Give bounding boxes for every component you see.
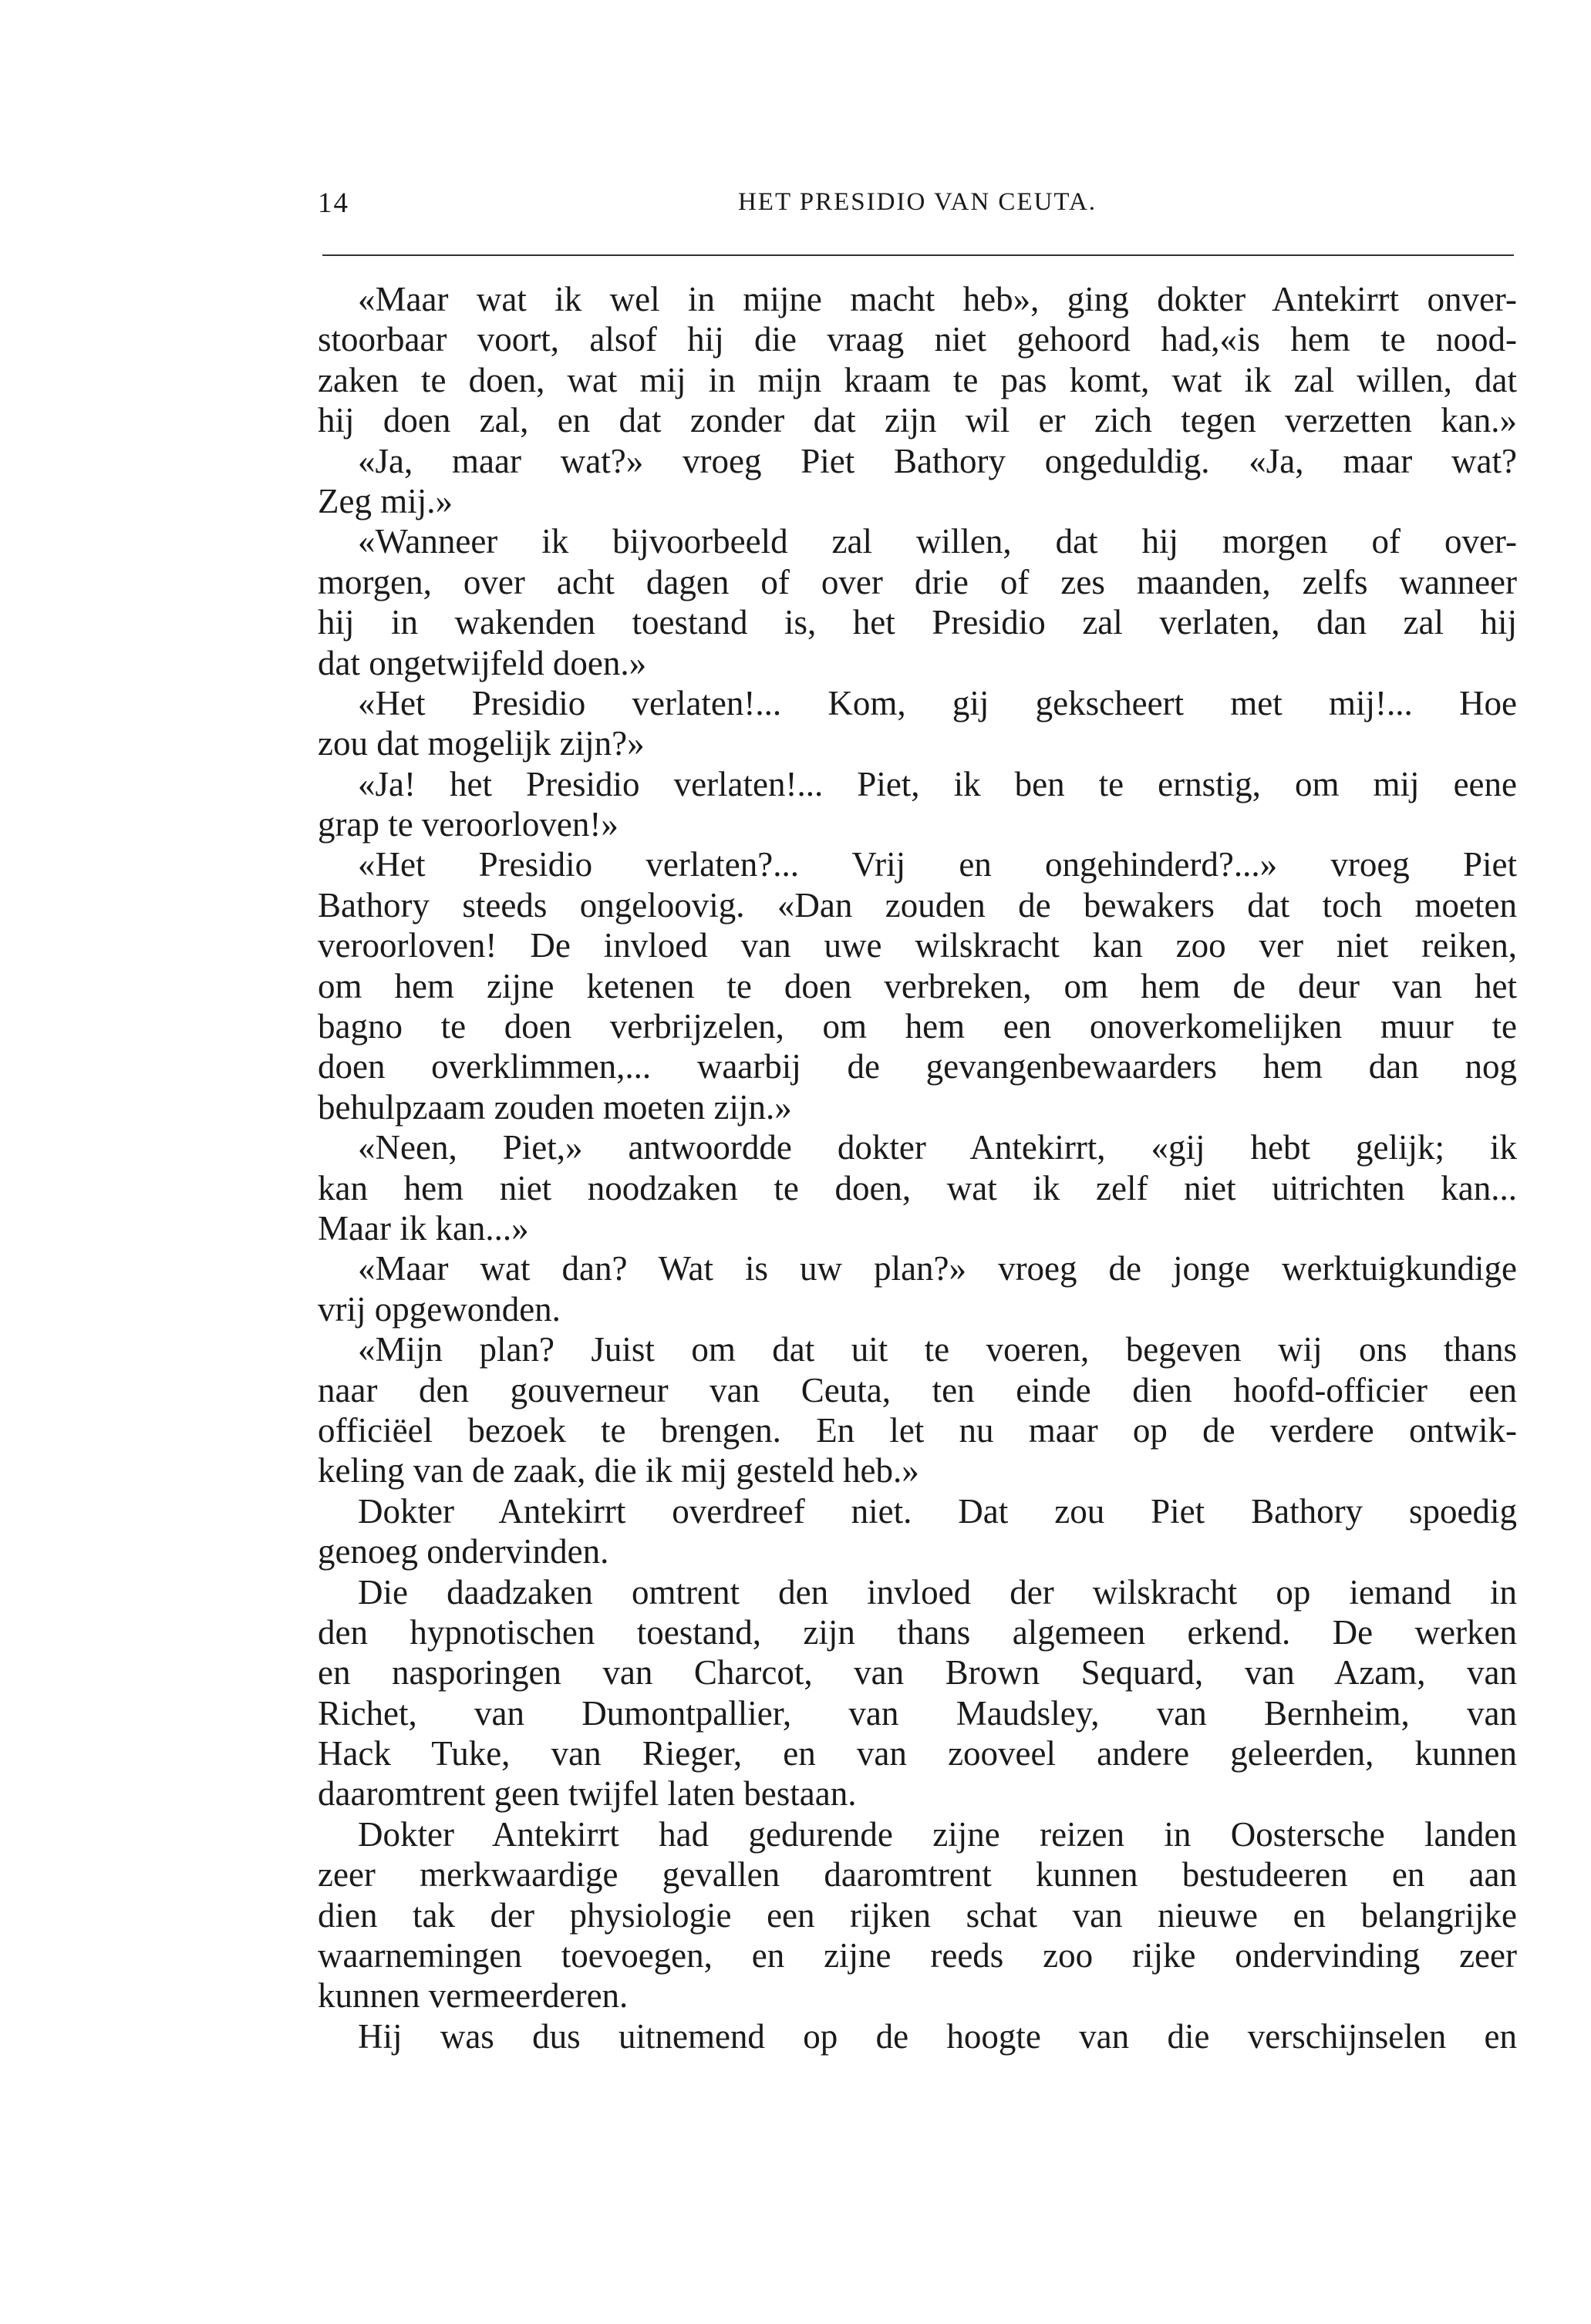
text-line: «Neen, Piet,» antwoordde dokter Antekirrt, «gij hebt gelijk; ik (358, 1128, 1517, 1167)
text-line: doen overklimmen,... waarbij de gevangenbewaarders hem dan nog (318, 1047, 1517, 1086)
body-text (318, 279, 1517, 2056)
running-title: HET PRESIDIO VAN CEUTA. (737, 188, 1097, 216)
text-line: «Het Presidio verlaten!... Kom, gij gekscheert met mij!... Hoe (358, 683, 1517, 722)
text-line: Dokter Antekirrt overdreef niet. Dat zou Piet Bathory spoedig (358, 1491, 1517, 1531)
text-line: kunnen vermeerderen. (318, 1976, 629, 2016)
text-line: stoorbaar voort, alsof hij die vraag niet gehoord had,«is hem te nood- (318, 320, 1517, 359)
text-line: zaken te doen, wat mij in mijn kraam te pas komt, wat ik zal willen, dat (318, 360, 1517, 399)
text-line: Bathory steeds ongeloovig. «Dan zouden de bewakers dat toch moeten (318, 885, 1517, 925)
text-line: genoeg ondervinden. (318, 1532, 609, 1571)
text-line: vrij opgewonden. (318, 1289, 561, 1329)
text-line: officiëel bezoek te brengen. En let nu maar op de verdere ontwik- (318, 1410, 1517, 1450)
text-line: kan hem niet noodzaken te doen, wat ik zelf niet uitrichten kan... (318, 1168, 1517, 1207)
text-line: en nasporingen van Charcot, van Brown Sequard, van Azam, van (318, 1653, 1517, 1692)
text-line: bagno te doen verbrijzelen, om hem een onoverkomelijken muur te (318, 1007, 1517, 1046)
text-line: Hack Tuke, van Rieger, en van zooveel andere geleerden, kunnen (318, 1734, 1517, 1773)
text-line: Richet, van Dumontpallier, van Maudsley, van Bernheim, van (318, 1693, 1517, 1733)
text-line: hij doen zal, en dat zonder dat zijn wil er zich tegen verzetten kan.» (318, 401, 1517, 440)
text-line: dien tak der physiologie een rijken schat van nieuwe en belangrijke (318, 1895, 1517, 1935)
text-line: «Ja! het Presidio verlaten!... Piet, ik ben te ernstig, om mij eene (358, 764, 1517, 803)
text-line: den hypnotischen toestand, zijn thans algemeen erkend. De werken (318, 1612, 1517, 1652)
text-line: daaromtrent geen twijfel laten bestaan. (318, 1774, 857, 1814)
text-line: Hij was dus uitnemend op de hoogte van die verschijnselen en (358, 2016, 1517, 2056)
text-line: om hem zijne ketenen te doen verbreken, om hem de deur van het (318, 966, 1517, 1005)
text-line: Die daadzaken omtrent den invloed der wilskracht op iemand in (358, 1572, 1517, 1612)
text-line: Zeg mij.» (318, 481, 453, 520)
text-line: Maar ik kan...» (318, 1208, 529, 1248)
text-line: «Maar wat ik wel in mijne macht heb», ging dokter Antekirrt onver- (358, 280, 1517, 318)
text-line: «Maar wat dan? Wat is uw plan?» vroeg de jonge werktuigkundige (358, 1249, 1517, 1288)
page-number: 14 (318, 187, 349, 219)
text-line: veroorloven! De invloed van uwe wilskracht kan zoo ver niet reiken, (318, 926, 1517, 965)
text-line: «Mijn plan? Juist om dat uit te voeren, begeven wij ons thans (358, 1330, 1517, 1369)
text-line: «Wanneer ik bijvoorbeeld zal willen, dat hij morgen of over- (358, 522, 1517, 561)
text-line: dat ongetwijfeld doen.» (318, 643, 647, 682)
text-line: zeer merkwaardige gevallen daaromtrent kunnen bestudeeren en aan (318, 1855, 1517, 1895)
text-line: hij in wakenden toestand is, het Presidio zal verlaten, dan zal hij (318, 603, 1517, 642)
text-line: zou dat mogelijk zijn?» (318, 724, 645, 763)
text-line: Dokter Antekirrt had gedurende zijne reizen in Oostersche landen (358, 1814, 1517, 1854)
header-rule (322, 254, 1514, 256)
text-line: «Ja, maar wat?» vroeg Piet Bathory ongeduldig. «Ja, maar wat? (358, 441, 1517, 480)
text-line: keling van de zaak, die ik mij gesteld heb.» (318, 1451, 919, 1490)
text-line: behulpzaam zouden moeten zijn.» (318, 1087, 792, 1127)
text-line: naar den gouverneur van Ceuta, ten einde dien hoofd-officier een (318, 1370, 1517, 1410)
page-header (318, 187, 1517, 225)
text-line: grap te veroorloven!» (318, 805, 619, 844)
text-line: morgen, over acht dagen of over drie of zes maanden, zelfs wanneer (318, 562, 1517, 601)
text-line: waarnemingen toevoegen, en zijne reeds zoo rijke ondervinding zeer (318, 1936, 1517, 1975)
text-line: «Het Presidio verlaten?... Vrij en ongehinderd?...» vroeg Piet (358, 845, 1517, 884)
